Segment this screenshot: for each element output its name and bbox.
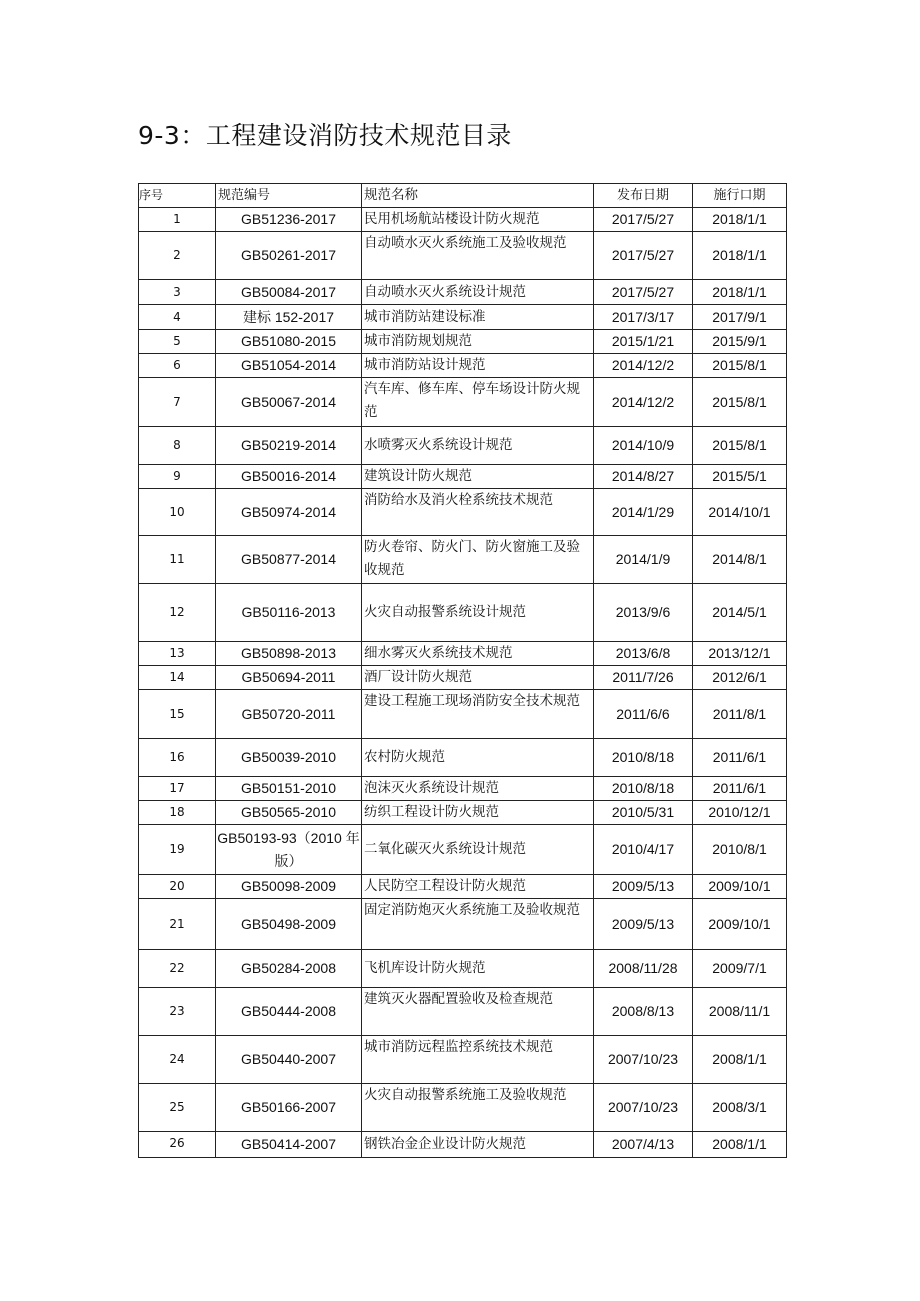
spec-name: 汽车库、修车库、停车场设计防火规范 xyxy=(362,378,594,427)
row-number: 23 xyxy=(139,988,216,1036)
spec-code: GB50151-2010 xyxy=(216,777,362,801)
table-row xyxy=(139,1132,787,1158)
table-row xyxy=(139,690,787,739)
spec-code: GB50974-2014 xyxy=(216,489,362,536)
effective-date: 2008/3/1 xyxy=(693,1084,787,1132)
publish-date: 2010/8/18 xyxy=(594,739,693,777)
table-row xyxy=(139,584,787,642)
table-row xyxy=(139,739,787,777)
publish-date: 2014/12/2 xyxy=(594,354,693,378)
publish-date: 2007/10/23 xyxy=(594,1036,693,1084)
effective-date: 2015/8/1 xyxy=(693,427,787,465)
row-number: 12 xyxy=(139,584,216,642)
table-row xyxy=(139,536,787,584)
effective-date: 2014/8/1 xyxy=(693,536,787,584)
spec-code: GB50498-2009 xyxy=(216,899,362,950)
publish-date: 2013/9/6 xyxy=(594,584,693,642)
row-number: 1 xyxy=(139,208,216,232)
spec-code: GB50877-2014 xyxy=(216,536,362,584)
spec-name: 纺织工程设计防火规范 xyxy=(362,801,594,825)
publish-date: 2014/1/29 xyxy=(594,489,693,536)
table-row xyxy=(139,378,787,427)
row-number: 6 xyxy=(139,354,216,378)
table-row xyxy=(139,666,787,690)
spec-code: GB50565-2010 xyxy=(216,801,362,825)
spec-code: GB50284-2008 xyxy=(216,950,362,988)
table-row xyxy=(139,489,787,536)
table-row xyxy=(139,427,787,465)
table-row xyxy=(139,280,787,305)
table-row xyxy=(139,801,787,825)
effective-date: 2017/9/1 xyxy=(693,305,787,330)
publish-date: 2014/1/9 xyxy=(594,536,693,584)
effective-date: 2014/10/1 xyxy=(693,489,787,536)
spec-name: 火灾自动报警系统施工及验收规范 xyxy=(362,1084,594,1132)
row-number: 18 xyxy=(139,801,216,825)
row-number: 24 xyxy=(139,1036,216,1084)
publish-date: 2017/5/27 xyxy=(594,208,693,232)
effective-date: 2013/12/1 xyxy=(693,642,787,666)
effective-date: 2018/1/1 xyxy=(693,232,787,280)
publish-date: 2008/11/28 xyxy=(594,950,693,988)
spec-name: 城市消防规划规范 xyxy=(362,330,594,354)
spec-code: GB50720-2011 xyxy=(216,690,362,739)
effective-date: 2011/8/1 xyxy=(693,690,787,739)
spec-name: 城市消防站建设标准 xyxy=(362,305,594,330)
row-number: 26 xyxy=(139,1132,216,1158)
spec-code: GB50261-2017 xyxy=(216,232,362,280)
row-number: 10 xyxy=(139,489,216,536)
table-row xyxy=(139,354,787,378)
row-number: 21 xyxy=(139,899,216,950)
table-row xyxy=(139,899,787,950)
effective-date: 2018/1/1 xyxy=(693,208,787,232)
table-header-row xyxy=(139,184,787,208)
effective-date: 2010/8/1 xyxy=(693,825,787,875)
spec-name: 农村防火规范 xyxy=(362,739,594,777)
row-number: 16 xyxy=(139,739,216,777)
spec-name: 酒厂设计防火规范 xyxy=(362,666,594,690)
spec-code: GB50414-2007 xyxy=(216,1132,362,1158)
spec-code: GB50444-2008 xyxy=(216,988,362,1036)
spec-name: 城市消防站设计规范 xyxy=(362,354,594,378)
row-number: 4 xyxy=(139,305,216,330)
publish-date: 2014/10/9 xyxy=(594,427,693,465)
publish-date: 2010/5/31 xyxy=(594,801,693,825)
effective-date: 2009/7/1 xyxy=(693,950,787,988)
spec-code: GB50694-2011 xyxy=(216,666,362,690)
table-row xyxy=(139,642,787,666)
effective-date: 2014/5/1 xyxy=(693,584,787,642)
row-number: 25 xyxy=(139,1084,216,1132)
table-row xyxy=(139,208,787,232)
spec-name: 钢铁冶金企业设计防火规范 xyxy=(362,1132,594,1158)
table-row xyxy=(139,1084,787,1132)
row-number: 17 xyxy=(139,777,216,801)
effective-date: 2009/10/1 xyxy=(693,899,787,950)
publish-date: 2015/1/21 xyxy=(594,330,693,354)
row-number: 2 xyxy=(139,232,216,280)
publish-date: 2014/8/27 xyxy=(594,465,693,489)
spec-code: GB50193-93（2010 年版） xyxy=(216,825,362,875)
publish-date: 2007/10/23 xyxy=(594,1084,693,1132)
table-row xyxy=(139,232,787,280)
table-row xyxy=(139,330,787,354)
row-number: 3 xyxy=(139,280,216,305)
table-row xyxy=(139,825,787,875)
effective-date: 2010/12/1 xyxy=(693,801,787,825)
effective-date: 2008/1/1 xyxy=(693,1132,787,1158)
spec-code: GB50098-2009 xyxy=(216,875,362,899)
spec-name: 自动喷水灭火系统施工及验收规范 xyxy=(362,232,594,280)
publish-date: 2010/8/18 xyxy=(594,777,693,801)
effective-date: 2008/1/1 xyxy=(693,1036,787,1084)
row-number: 22 xyxy=(139,950,216,988)
spec-table-body xyxy=(139,184,787,1158)
table-row xyxy=(139,305,787,330)
spec-code: GB51080-2015 xyxy=(216,330,362,354)
effective-date: 2015/8/1 xyxy=(693,378,787,427)
row-number: 7 xyxy=(139,378,216,427)
publish-date: 2017/3/17 xyxy=(594,305,693,330)
spec-code: GB50219-2014 xyxy=(216,427,362,465)
effective-date: 2018/1/1 xyxy=(693,280,787,305)
table-row xyxy=(139,777,787,801)
spec-name: 人民防空工程设计防火规范 xyxy=(362,875,594,899)
row-number: 9 xyxy=(139,465,216,489)
spec-name: 飞机库设计防火规范 xyxy=(362,950,594,988)
row-number: 19 xyxy=(139,825,216,875)
page-title: 9-3：工程建设消防技术规范目录 xyxy=(138,121,512,150)
header-no: 序号 xyxy=(139,184,216,208)
effective-date: 2009/10/1 xyxy=(693,875,787,899)
publish-date: 2013/6/8 xyxy=(594,642,693,666)
header-code: 规范编号 xyxy=(216,184,362,208)
row-number: 14 xyxy=(139,666,216,690)
row-number: 11 xyxy=(139,536,216,584)
table-row xyxy=(139,465,787,489)
spec-code: 建标 152-2017 xyxy=(216,305,362,330)
spec-code: GB50116-2013 xyxy=(216,584,362,642)
spec-code: GB50898-2013 xyxy=(216,642,362,666)
spec-code: GB50039-2010 xyxy=(216,739,362,777)
spec-name: 自动喷水灭火系统设计规范 xyxy=(362,280,594,305)
publish-date: 2011/6/6 xyxy=(594,690,693,739)
effective-date: 2011/6/1 xyxy=(693,777,787,801)
spec-name: 二氧化碳灭火系统设计规范 xyxy=(362,825,594,875)
publish-date: 2017/5/27 xyxy=(594,280,693,305)
spec-code: GB51236-2017 xyxy=(216,208,362,232)
spec-name: 火灾自动报警系统设计规范 xyxy=(362,584,594,642)
table-row xyxy=(139,1036,787,1084)
publish-date: 2010/4/17 xyxy=(594,825,693,875)
spec-name: 固定消防炮灭火系统施工及验收规范 xyxy=(362,899,594,950)
effective-date: 2015/8/1 xyxy=(693,354,787,378)
spec-code: GB50016-2014 xyxy=(216,465,362,489)
spec-name: 防火卷帘、防火门、防火窗施工及验收规范 xyxy=(362,536,594,584)
spec-name: 建筑灭火器配置验收及检查规范 xyxy=(362,988,594,1036)
row-number: 13 xyxy=(139,642,216,666)
effective-date: 2008/11/1 xyxy=(693,988,787,1036)
spec-name: 细水雾灭火系统技术规范 xyxy=(362,642,594,666)
spec-name: 建设工程施工现场消防安全技术规范 xyxy=(362,690,594,739)
spec-name: 泡沫灭火系统设计规范 xyxy=(362,777,594,801)
spec-name: 民用机场航站楼设计防火规范 xyxy=(362,208,594,232)
effective-date: 2012/6/1 xyxy=(693,666,787,690)
spec-name: 建筑设计防火规范 xyxy=(362,465,594,489)
header-effective-date: 施行口期 xyxy=(693,184,787,208)
publish-date: 2007/4/13 xyxy=(594,1132,693,1158)
row-number: 8 xyxy=(139,427,216,465)
publish-date: 2008/8/13 xyxy=(594,988,693,1036)
header-name: 规范名称 xyxy=(362,184,594,208)
spec-name: 消防给水及消火栓系统技术规范 xyxy=(362,489,594,536)
table-row xyxy=(139,875,787,899)
row-number: 5 xyxy=(139,330,216,354)
spec-code: GB50067-2014 xyxy=(216,378,362,427)
spec-code: GB50440-2007 xyxy=(216,1036,362,1084)
spec-code: GB50084-2017 xyxy=(216,280,362,305)
header-publish-date: 发布日期 xyxy=(594,184,693,208)
publish-date: 2011/7/26 xyxy=(594,666,693,690)
effective-date: 2011/6/1 xyxy=(693,739,787,777)
table-row xyxy=(139,950,787,988)
publish-date: 2009/5/13 xyxy=(594,875,693,899)
publish-date: 2009/5/13 xyxy=(594,899,693,950)
publish-date: 2017/5/27 xyxy=(594,232,693,280)
spec-name: 城市消防远程监控系统技术规范 xyxy=(362,1036,594,1084)
publish-date: 2014/12/2 xyxy=(594,378,693,427)
table-row xyxy=(139,988,787,1036)
effective-date: 2015/9/1 xyxy=(693,330,787,354)
spec-code: GB51054-2014 xyxy=(216,354,362,378)
row-number: 15 xyxy=(139,690,216,739)
spec-table xyxy=(138,183,787,1158)
row-number: 20 xyxy=(139,875,216,899)
spec-code: GB50166-2007 xyxy=(216,1084,362,1132)
spec-name: 水喷雾灭火系统设计规范 xyxy=(362,427,594,465)
effective-date: 2015/5/1 xyxy=(693,465,787,489)
